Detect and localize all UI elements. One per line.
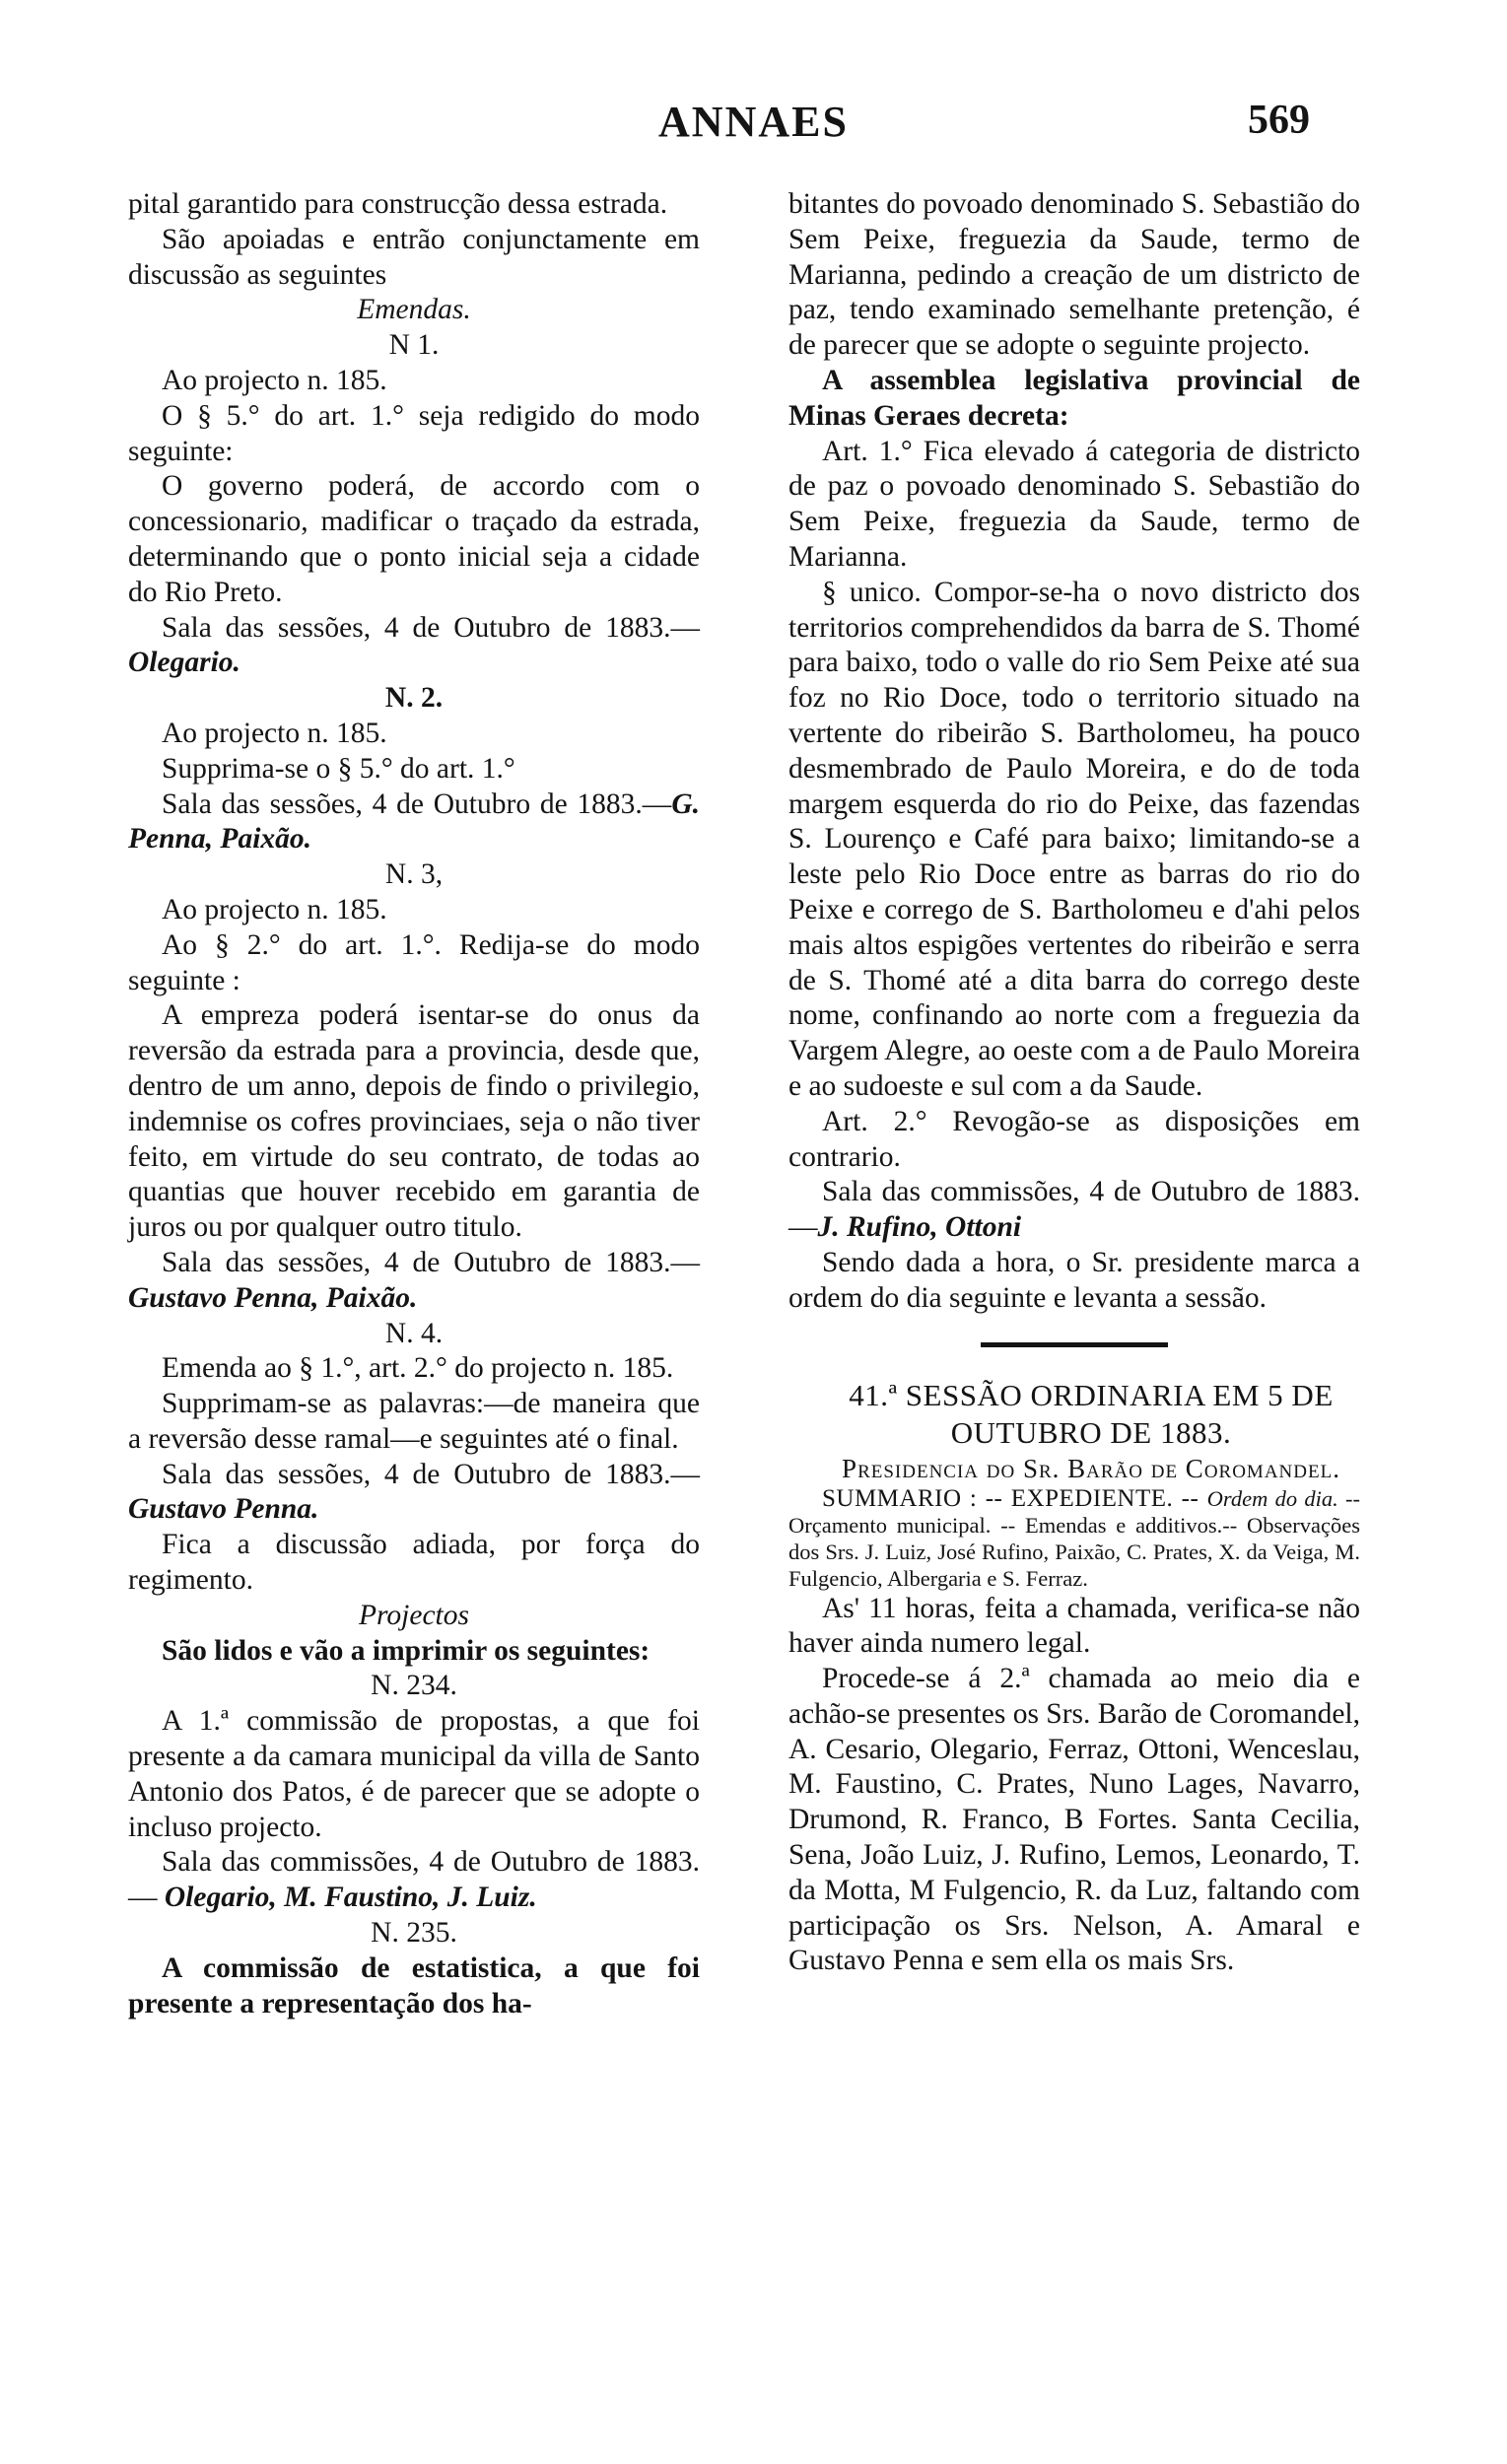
paragraph: Emenda ao § 1.°, art. 2.° do projecto n. 185. <box>162 1352 674 1385</box>
signature-names: J. Rufino, Ottoni <box>817 1211 1022 1244</box>
paragraph: Supprima-se o § 5.° do art. 1.° <box>162 752 515 785</box>
signature-names: G. Penna, Paixão. <box>128 787 700 856</box>
signature-line <box>128 1458 700 1529</box>
paragraph: São lidos e vão a imprimir os seguintes: <box>162 1634 651 1667</box>
summary-head: SUMMARIO : -- EXPEDIENTE. -- <box>822 1484 1207 1512</box>
paragraph: Ao § 2.° do art. 1.°. Redija-se do modo seguinte : <box>128 928 700 996</box>
item-number: N. 3, <box>384 858 444 891</box>
paragraph: A 1.ª commissão de propostas, a que foi presente a da camara municipal da villa de Santo Antonio dos Patos, é de parecer que se adopte o incluso projecto. <box>128 1705 700 1843</box>
signature-line <box>128 787 700 858</box>
paragraph: O § 5.° do art. 1.° seja redigido do modo seguinte: <box>128 399 700 467</box>
summary-ordem: Ordem do dia. <box>1206 1485 1338 1511</box>
paragraph: A empreza poderá isentar-se do onus da reversão da estrada para a provincia, desde que, dentro de um anno, depois de findo o privilegio, indemnise os cofres provinciaes, seja o não tiver feito, em virtude do seu contrato, de todas ao quantias que houver recebido em garantia de juros ou por qualquer outro titulo. <box>128 999 700 1244</box>
signature-line <box>788 1175 1360 1246</box>
paragraph: Supprimam-se as palavras:—de maneira que a reversão desse ramal—e seguintes até o final. <box>128 1388 700 1455</box>
section-divider <box>981 1342 1168 1347</box>
signature-text: Sala das sessões, 4 de Outubro de 1883.— <box>162 787 672 820</box>
item-number: N. 2. <box>384 682 444 715</box>
paragraph: Art. 2.° Revogão-se as disposições em contrario. <box>788 1105 1360 1173</box>
running-title: ANNAES <box>658 98 849 146</box>
page-header <box>0 97 1507 156</box>
session-title-line-1: 41.ª SESSÃO ORDINARIA EM 5 DE <box>849 1377 1334 1412</box>
paragraph: Procede-se á 2.ª chamada ao meio dia e achão-se presentes os Srs. Barão de Coromandel, A. Cesario, Olegario, Ferraz, Ottoni, Wenceslau, M. Faustino, C. Prates, Nuno Lages, Navarro, Drumond, R. Franco, B Fortes. Santa Cecilia, Sena, João Luiz, J. Rufino, Lemos, Leonardo, T. da Motta, M Fulgencio, R. da Luz, faltando com participação os Srs. Nelson, A. Amaral e Gustavo Penna e sem ella os mais Srs. <box>788 1663 1360 1977</box>
paragraph: São apoiadas e entrão conjunctamente em discussão as seguintes <box>128 223 700 291</box>
paragraph: As' 11 horas, feita a chamada, verifica-se não haver ainda numero legal. <box>788 1592 1360 1660</box>
signature-line <box>128 1246 700 1317</box>
paragraph: O governo poderá, de accordo com o concessionario, madificar o traçado da estrada, determinando que o ponto inicial seja a cidade do Rio Preto. <box>128 470 700 608</box>
item-number: N. 4. <box>384 1317 444 1349</box>
signature-names: Gustavo Penna. <box>128 1493 319 1526</box>
signature-text: Sala das commissões, 4 de Outubro de 1883.— <box>788 1176 1360 1244</box>
summary-rest: --Orçamento municipal. -- Emendas e additivos.-- Observações dos Srs. J. Luiz, José Rufino, Paixão, C. Prates, X. da Veiga, M. Fulgencio, Albergaria e S. Ferraz. <box>788 1485 1360 1591</box>
paragraph: Ao projecto n. 185. <box>162 893 387 925</box>
paragraph: pital garantido para construcção dessa estrada. <box>128 188 668 220</box>
signature-line <box>128 1845 700 1916</box>
signature-line <box>128 611 700 682</box>
signature-text: Sala das sessões, 4 de Outubro de 1883.— <box>162 611 700 644</box>
signature-text: Sala das sessões, 4 de Outubro de 1883.— <box>162 1458 700 1490</box>
section-heading: Projectos <box>359 1599 469 1631</box>
signature-names: Gustavo Penna, Paixão. <box>128 1281 418 1314</box>
right-column <box>788 187 1360 1979</box>
summary <box>788 1485 1360 1592</box>
section-heading: Emendas. <box>357 294 471 326</box>
paragraph: A assemblea legislativa provincial de Minas Geraes decreta: <box>788 364 1360 432</box>
paragraph: Ao projecto n. 185. <box>162 717 387 749</box>
item-number: N. 234. <box>371 1670 457 1702</box>
session-title-line-2: OUTUBRO DE 1883. <box>950 1414 1232 1450</box>
left-column <box>128 187 700 2021</box>
signature-names: Olegario, M. Faustino, J. Luiz. <box>164 1882 537 1914</box>
item-number: N 1. <box>388 329 440 362</box>
presidency-line: Presidencia do Sr. Barão de Coromandel. <box>842 1453 1340 1483</box>
paragraph: bitantes do povoado denominado S. Sebastião do Sem Peixe, freguezia da Saude, termo de Marianna, pedindo a creação de um districto de paz, tendo examinado semelhante pretenção, é de parecer que se adopte o seguinte projecto. <box>788 188 1360 362</box>
paragraph: A commissão de estatistica, a que foi presente a representação dos ha- <box>128 1951 700 2019</box>
signature-names: Olegario. <box>128 647 240 679</box>
page-number: 569 <box>1248 98 1310 143</box>
paragraph: Ao projecto n. 185. <box>162 364 387 396</box>
signature-text: Sala das commissões, 4 de Outubro de 1883. — <box>128 1846 700 1914</box>
paragraph: Art. 1.° Fica elevado á categoria de districto de paz o povoado denominado S. Sebastião do Sem Peixe, freguezia da Saude, termo de Marianna. <box>788 435 1360 573</box>
paragraph: Fica a discussão adiada, por força do regimento. <box>128 1529 700 1597</box>
signature-text: Sala das sessões, 4 de Outubro de 1883.— <box>162 1246 700 1278</box>
paragraph: Sendo dada a hora, o Sr. presidente marca a ordem do dia seguinte e levanta a sessão. <box>788 1246 1360 1314</box>
paragraph: § unico. Compor-se-ha o novo districto dos territorios comprehendidos da barra de S. Thomé para baixo, todo o valle do rio Sem Peixe até sua foz no Rio Doce, todo o territorio situado na vertente do ribeirão S. Bartholomeu, ha pouco desmembrado de Paulo Moreira, e do de toda margem esquerda do rio do Peixe, das fazendas S. Lourenço e Café para baixo; limitando-se a leste pelo Rio Doce entre as barras do rio do Peixe e corrego de S. Bartholomeu e d'ahi pelos mais altos espigões vertentes do ribeirão e serra de S. Thomé até a dita barra do corrego deste nome, confinando ao norte com a freguezia da Vargem Alegre, ao oeste com a de Paulo Moreira e ao sudoeste e sul com a da Saude. <box>788 576 1360 1102</box>
item-number: N. 235. <box>371 1917 457 1950</box>
